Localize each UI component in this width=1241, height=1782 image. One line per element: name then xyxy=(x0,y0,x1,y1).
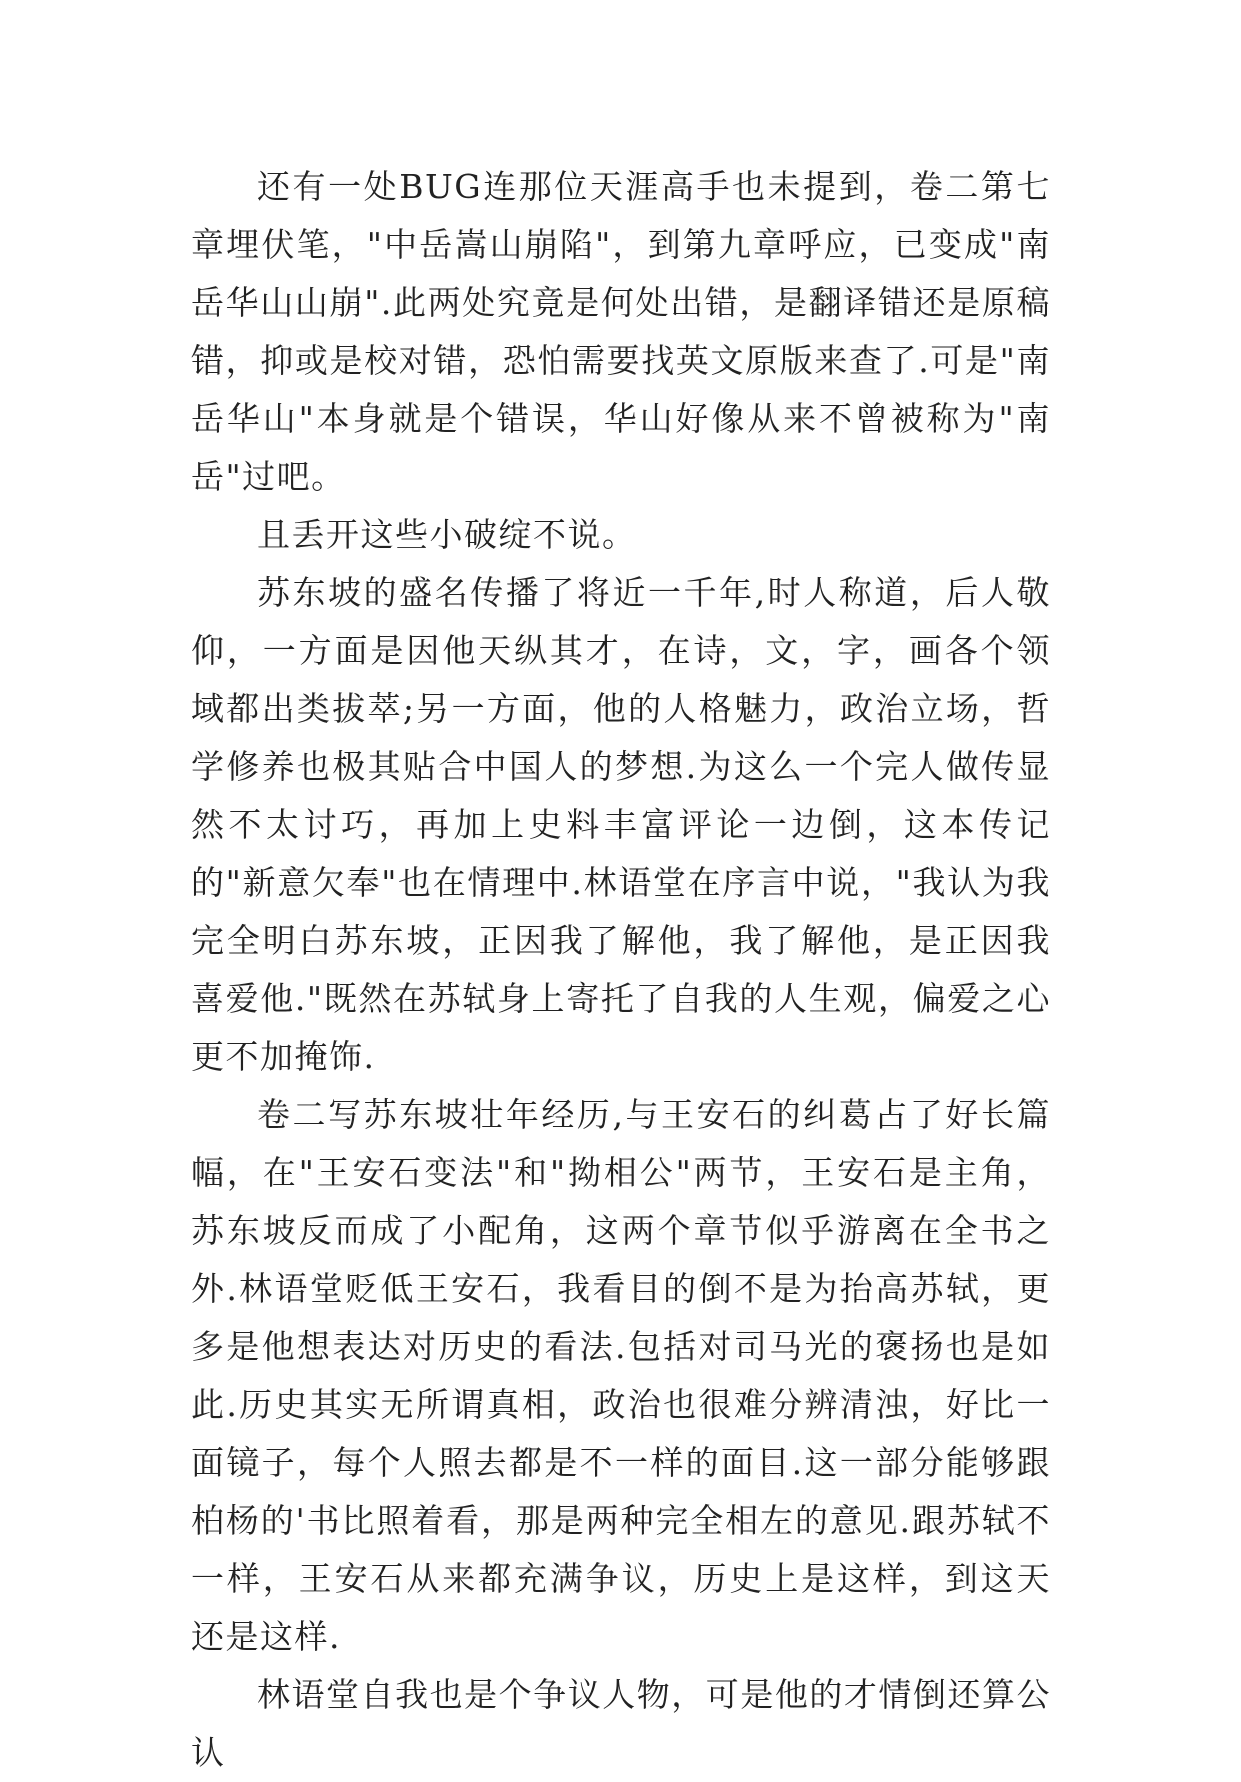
paragraph-su-dongpo-fame: 苏东坡的盛名传播了将近一千年,时人称道，后人敬仰，一方面是因他天纵其才，在诗，文，字，画各个领域都出类拔萃;另一方面，他的人格魅力，政治立场，哲学修养也极其贴合中国人的梦想.为这么一个完人做传显然不太讨巧，再加上史料丰富评论一边倒，这本传记的"新意欠奉"也在情理中.林语堂在序言中说，"我认为我完全明白苏东坡，正因我了解他，我了解他，是正因我喜爱他."既然在苏轼身上寄托了自我的人生观，偏爱之心更不加掩饰. xyxy=(191,573,1051,1076)
paragraph-lin-yutang: 林语堂自我也是个争议人物，可是他的才情倒还算公认 xyxy=(191,1675,1051,1772)
paragraph-bug-note: 还有一处BUG连那位天涯高手也未提到，卷二第七章埋伏笔，"中岳嵩山崩陷"，到第九章呼应，已变成"南岳华山山崩".此两处究竟是何处出错，是翻译错还是原稿错，抑或是校对错，恐怕需要找英文原版来查了.可是"南岳华山"本身就是个错误，华山好像从来不曾被称为"南岳"过吧。 xyxy=(191,167,1051,496)
paragraph-wang-anshi: 卷二写苏东坡壮年经历,与王安石的纠葛占了好长篇幅，在"王安石变法"和"拗相公"两节，王安石是主角，苏东坡反而成了小配角，这两个章节似乎游离在全书之外.林语堂贬低王安石，我看目的倒不是为抬高苏轼，更多是他想表达对历史的看法.包括对司马光的褒扬也是如此.历史其实无所谓真相，政治也很难分辨清浊，好比一面镜子，每个人照去都是不一样的面目.这一部分能够跟柏杨的'书比照着看，那是两种完全相左的意见.跟苏轼不一样，王安石从来都充满争议，历史上是这样，到这天还是这样. xyxy=(191,1095,1051,1656)
paragraph-transition: 且丢开这些小破绽不说。 xyxy=(257,515,637,554)
document-body xyxy=(191,158,1051,1782)
